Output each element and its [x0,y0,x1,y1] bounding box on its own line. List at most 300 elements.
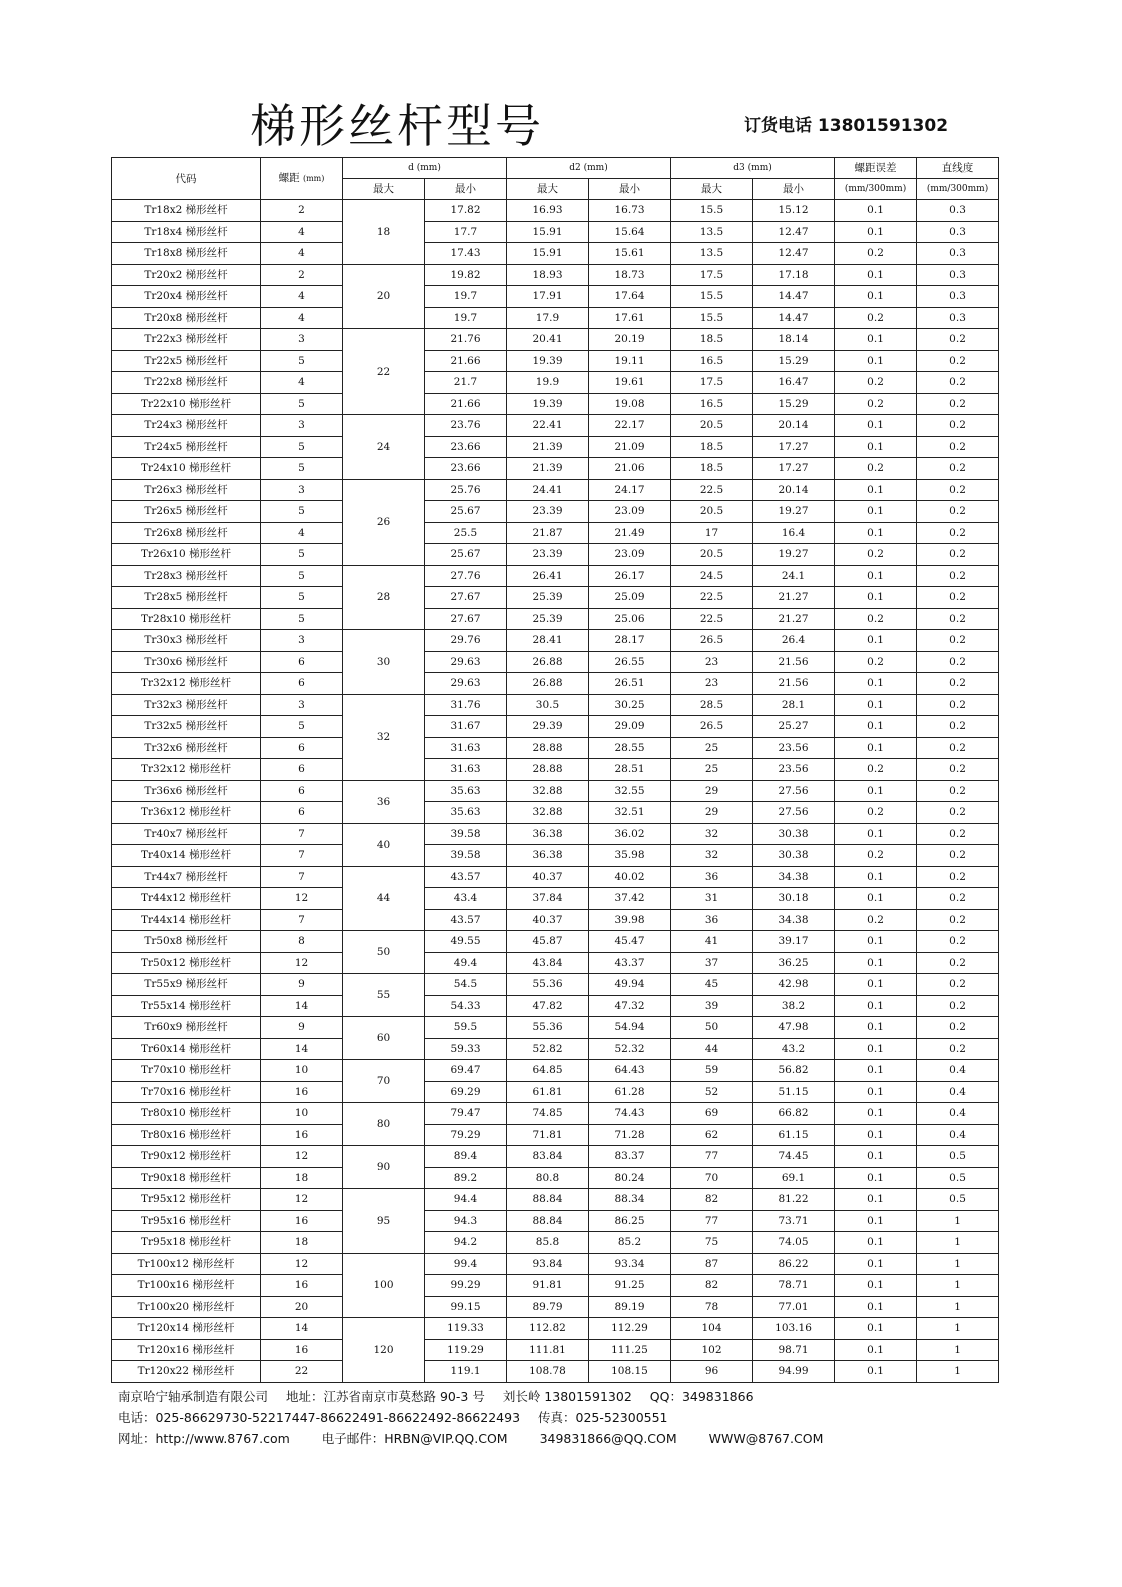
footer-fax: 传真：025-52300551 [538,1410,668,1425]
cell-pitch: 7 [261,866,343,888]
cell-d2-min: 22.17 [589,415,671,437]
cell-d-max: 26 [343,479,425,565]
cell-d2-max: 36.38 [507,845,589,867]
cell-d2-min: 111.25 [589,1339,671,1361]
cell-pitch: 3 [261,329,343,351]
cell-code: Tr70x10 梯形丝杆 [112,1060,261,1082]
cell-code: Tr80x10 梯形丝杆 [112,1103,261,1125]
cell-d-min: 27.67 [425,587,507,609]
cell-pitch-error: 0.1 [835,1253,917,1275]
cell-d-max: 28 [343,565,425,630]
cell-d-max: 55 [343,974,425,1017]
cell-d3-max: 26.5 [671,716,753,738]
table-header [112,158,999,200]
cell-pitch-error: 0.2 [835,372,917,394]
cell-pitch: 18 [261,1167,343,1189]
cell-straightness: 0.2 [917,802,999,824]
footer [118,1386,1018,1449]
table-row [112,716,999,738]
cell-straightness: 0.2 [917,651,999,673]
cell-d3-min: 28.1 [753,694,835,716]
cell-d2-max: 26.88 [507,651,589,673]
cell-d2-min: 80.24 [589,1167,671,1189]
cell-straightness: 1 [917,1275,999,1297]
cell-d-min: 54.5 [425,974,507,996]
cell-code: Tr20x8 梯形丝杆 [112,307,261,329]
cell-d3-min: 17.27 [753,436,835,458]
table-row [112,974,999,996]
cell-code: Tr18x8 梯形丝杆 [112,243,261,265]
cell-d-max: 44 [343,866,425,931]
header-pitch-error-unit: (mm/300mm) [835,179,917,200]
cell-pitch: 5 [261,350,343,372]
cell-d-min: 27.67 [425,608,507,630]
cell-pitch-error: 0.1 [835,1124,917,1146]
cell-d3-max: 25 [671,737,753,759]
cell-d-max: 18 [343,200,425,265]
cell-pitch-error: 0.1 [835,974,917,996]
cell-pitch: 6 [261,780,343,802]
cell-pitch: 6 [261,802,343,824]
cell-d3-min: 15.29 [753,350,835,372]
cell-pitch-error: 0.1 [835,479,917,501]
cell-d-min: 29.63 [425,651,507,673]
cell-d-min: 89.4 [425,1146,507,1168]
cell-d3-min: 42.98 [753,974,835,996]
cell-pitch-error: 0.2 [835,651,917,673]
cell-d-min: 119.29 [425,1339,507,1361]
table-row [112,630,999,652]
cell-code: Tr95x18 梯形丝杆 [112,1232,261,1254]
cell-pitch-error: 0.1 [835,673,917,695]
cell-d-min: 43.4 [425,888,507,910]
table-body [112,200,999,1383]
cell-d3-min: 69.1 [753,1167,835,1189]
cell-pitch-error: 0.1 [835,823,917,845]
cell-d-min: 99.15 [425,1296,507,1318]
cell-straightness: 0.2 [917,587,999,609]
cell-code: Tr60x9 梯形丝杆 [112,1017,261,1039]
cell-d2-min: 71.28 [589,1124,671,1146]
cell-d2-min: 15.64 [589,221,671,243]
cell-pitch-error: 0.1 [835,1167,917,1189]
cell-pitch-error: 0.1 [835,587,917,609]
cell-d2-min: 24.17 [589,479,671,501]
cell-d-min: 35.63 [425,780,507,802]
cell-d-min: 94.4 [425,1189,507,1211]
cell-d3-max: 96 [671,1361,753,1383]
cell-d3-min: 27.56 [753,802,835,824]
table-row [112,1361,999,1383]
cell-d3-max: 20.5 [671,544,753,566]
cell-d2-max: 83.84 [507,1146,589,1168]
cell-d2-max: 52.82 [507,1038,589,1060]
cell-d3-max: 20.5 [671,501,753,523]
cell-code: Tr26x8 梯形丝杆 [112,522,261,544]
table-row [112,372,999,394]
cell-d-min: 79.29 [425,1124,507,1146]
cell-pitch: 3 [261,415,343,437]
cell-pitch-error: 0.1 [835,1038,917,1060]
cell-pitch-error: 0.1 [835,522,917,544]
cell-pitch: 12 [261,952,343,974]
cell-d3-min: 39.17 [753,931,835,953]
footer-company: 南京哈宁轴承制造有限公司 [118,1389,269,1404]
cell-d2-min: 29.09 [589,716,671,738]
cell-d-min: 43.57 [425,866,507,888]
cell-d3-max: 36 [671,866,753,888]
cell-d-max: 36 [343,780,425,823]
cell-d-min: 17.82 [425,200,507,222]
cell-pitch: 16 [261,1081,343,1103]
cell-pitch: 10 [261,1060,343,1082]
cell-pitch: 2 [261,200,343,222]
table-row [112,587,999,609]
header-straightness-unit: (mm/300mm) [917,179,999,200]
cell-d2-max: 64.85 [507,1060,589,1082]
cell-d3-max: 44 [671,1038,753,1060]
cell-pitch-error: 0.1 [835,1339,917,1361]
cell-pitch: 18 [261,1232,343,1254]
cell-code: Tr30x6 梯形丝杆 [112,651,261,673]
cell-straightness: 1 [917,1296,999,1318]
cell-straightness: 0.2 [917,544,999,566]
cell-d-max: 30 [343,630,425,695]
header-pitch-label: 螺距 [278,172,300,184]
cell-d3-max: 18.5 [671,436,753,458]
cell-d3-min: 98.71 [753,1339,835,1361]
header-d-min: 最小 [425,179,507,200]
cell-d-max: 70 [343,1060,425,1103]
cell-d2-max: 40.37 [507,909,589,931]
cell-straightness: 0.3 [917,200,999,222]
cell-d2-min: 19.11 [589,350,671,372]
cell-d3-min: 24.1 [753,565,835,587]
table-row [112,393,999,415]
cell-pitch: 7 [261,823,343,845]
cell-straightness: 0.4 [917,1124,999,1146]
footer-email-2: 349831866@QQ.COM [539,1431,677,1446]
cell-d3-max: 18.5 [671,329,753,351]
cell-straightness: 0.4 [917,1103,999,1125]
cell-d2-min: 112.29 [589,1318,671,1340]
cell-straightness: 0.4 [917,1060,999,1082]
cell-d-min: 31.76 [425,694,507,716]
cell-d-min: 39.58 [425,845,507,867]
cell-d2-min: 54.94 [589,1017,671,1039]
table-row [112,888,999,910]
cell-d3-min: 18.14 [753,329,835,351]
cell-d3-max: 17.5 [671,372,753,394]
cell-pitch-error: 0.1 [835,565,917,587]
table-row [112,1232,999,1254]
cell-d2-max: 40.37 [507,866,589,888]
cell-d-max: 50 [343,931,425,974]
cell-d-min: 29.63 [425,673,507,695]
cell-pitch: 9 [261,974,343,996]
cell-d2-min: 25.09 [589,587,671,609]
cell-pitch-error: 0.1 [835,1081,917,1103]
cell-pitch-error: 0.2 [835,458,917,480]
cell-d3-min: 15.29 [753,393,835,415]
cell-d-min: 23.66 [425,458,507,480]
cell-d-min: 43.57 [425,909,507,931]
footer-address: 地址：江苏省南京市莫愁路 90-3 号 [286,1389,485,1404]
cell-d3-max: 32 [671,845,753,867]
table-row [112,909,999,931]
cell-straightness: 0.2 [917,716,999,738]
cell-d2-min: 86.25 [589,1210,671,1232]
cell-straightness: 0.2 [917,415,999,437]
cell-pitch: 4 [261,522,343,544]
cell-code: Tr26x3 梯形丝杆 [112,479,261,501]
cell-d3-max: 15.5 [671,200,753,222]
cell-pitch-error: 0.2 [835,759,917,781]
cell-d-min: 39.58 [425,823,507,845]
cell-d3-max: 39 [671,995,753,1017]
cell-pitch-error: 0.1 [835,780,917,802]
cell-d3-min: 15.12 [753,200,835,222]
cell-straightness: 0.2 [917,522,999,544]
cell-d2-min: 26.51 [589,673,671,695]
cell-d3-min: 26.4 [753,630,835,652]
cell-d3-max: 16.5 [671,350,753,372]
cell-code: Tr36x6 梯形丝杆 [112,780,261,802]
cell-d3-min: 74.45 [753,1146,835,1168]
cell-d3-min: 21.56 [753,651,835,673]
cell-straightness: 0.3 [917,307,999,329]
table-row [112,651,999,673]
cell-pitch-error: 0.1 [835,931,917,953]
cell-pitch-error: 0.1 [835,1210,917,1232]
cell-d3-min: 21.27 [753,608,835,630]
cell-d-max: 24 [343,415,425,480]
cell-d3-max: 13.5 [671,221,753,243]
cell-d2-min: 18.73 [589,264,671,286]
cell-code: Tr24x3 梯形丝杆 [112,415,261,437]
cell-d2-min: 64.43 [589,1060,671,1082]
cell-pitch: 6 [261,737,343,759]
cell-pitch-error: 0.1 [835,737,917,759]
cell-d2-max: 18.93 [507,264,589,286]
table-row [112,1060,999,1082]
cell-d2-min: 36.02 [589,823,671,845]
header-pitch [261,158,343,200]
cell-pitch: 5 [261,436,343,458]
cell-d2-min: 35.98 [589,845,671,867]
cell-code: Tr55x9 梯形丝杆 [112,974,261,996]
cell-straightness: 0.5 [917,1167,999,1189]
cell-pitch: 8 [261,931,343,953]
footer-line-2 [118,1407,1018,1428]
cell-pitch: 14 [261,1038,343,1060]
table-row [112,1167,999,1189]
table-row [112,1339,999,1361]
cell-d-min: 89.2 [425,1167,507,1189]
cell-d-min: 21.7 [425,372,507,394]
cell-d-min: 99.29 [425,1275,507,1297]
cell-pitch-error: 0.1 [835,1017,917,1039]
cell-d2-min: 85.2 [589,1232,671,1254]
cell-d-min: 25.5 [425,522,507,544]
table-row [112,436,999,458]
cell-d3-min: 36.25 [753,952,835,974]
cell-straightness: 0.2 [917,630,999,652]
table-row [112,221,999,243]
cell-d2-max: 26.41 [507,565,589,587]
cell-d2-min: 108.15 [589,1361,671,1383]
cell-d2-min: 40.02 [589,866,671,888]
cell-straightness: 0.2 [917,329,999,351]
cell-d3-max: 22.5 [671,608,753,630]
table-row [112,1017,999,1039]
cell-d3-min: 43.2 [753,1038,835,1060]
cell-d2-max: 21.87 [507,522,589,544]
cell-d2-min: 28.55 [589,737,671,759]
cell-d3-min: 23.56 [753,759,835,781]
table-row [112,1146,999,1168]
table-row [112,200,999,222]
cell-d2-max: 61.81 [507,1081,589,1103]
cell-d2-min: 88.34 [589,1189,671,1211]
header-d3-min: 最小 [753,179,835,200]
cell-d2-min: 61.28 [589,1081,671,1103]
cell-d3-max: 23 [671,651,753,673]
cell-pitch-error: 0.2 [835,393,917,415]
cell-pitch-error: 0.2 [835,845,917,867]
cell-d-min: 59.33 [425,1038,507,1060]
cell-pitch: 16 [261,1124,343,1146]
cell-pitch-error: 0.2 [835,243,917,265]
cell-pitch: 2 [261,264,343,286]
cell-d-max: 20 [343,264,425,329]
cell-d2-max: 19.39 [507,393,589,415]
cell-code: Tr44x12 梯形丝杆 [112,888,261,910]
cell-code: Tr28x10 梯形丝杆 [112,608,261,630]
header-d3: d3 (mm) [671,158,835,179]
table-row [112,501,999,523]
cell-d-min: 21.66 [425,393,507,415]
cell-d3-max: 45 [671,974,753,996]
cell-d3-max: 26.5 [671,630,753,652]
cell-d2-min: 47.32 [589,995,671,1017]
table-row [112,350,999,372]
cell-d2-max: 55.36 [507,974,589,996]
cell-d3-max: 77 [671,1146,753,1168]
cell-code: Tr22x8 梯形丝杆 [112,372,261,394]
cell-code: Tr32x12 梯形丝杆 [112,759,261,781]
cell-d2-max: 85.8 [507,1232,589,1254]
footer-website: 网址：http://www.8767.com [118,1431,290,1446]
cell-d-min: 69.47 [425,1060,507,1082]
cell-d2-min: 19.61 [589,372,671,394]
table-row [112,1275,999,1297]
cell-d3-max: 17 [671,522,753,544]
cell-d2-min: 20.19 [589,329,671,351]
cell-d2-max: 93.84 [507,1253,589,1275]
table-row [112,1296,999,1318]
cell-d3-min: 103.16 [753,1318,835,1340]
cell-d2-min: 23.09 [589,544,671,566]
cell-d2-min: 26.55 [589,651,671,673]
cell-d2-max: 23.39 [507,544,589,566]
cell-d2-min: 74.43 [589,1103,671,1125]
cell-d3-min: 73.71 [753,1210,835,1232]
cell-d2-max: 91.81 [507,1275,589,1297]
cell-code: Tr40x7 梯形丝杆 [112,823,261,845]
table-row [112,866,999,888]
cell-d2-max: 28.88 [507,737,589,759]
cell-code: Tr95x12 梯形丝杆 [112,1189,261,1211]
cell-pitch: 4 [261,307,343,329]
cell-pitch: 5 [261,608,343,630]
cell-d-min: 49.55 [425,931,507,953]
footer-contact: 刘长岭 13801591302 [502,1389,632,1404]
cell-straightness: 0.2 [917,823,999,845]
cell-pitch: 16 [261,1210,343,1232]
cell-straightness: 0.2 [917,350,999,372]
cell-d3-min: 30.38 [753,845,835,867]
cell-d-min: 25.67 [425,501,507,523]
cell-d3-min: 12.47 [753,243,835,265]
cell-straightness: 0.3 [917,286,999,308]
cell-code: Tr30x3 梯形丝杆 [112,630,261,652]
cell-pitch-error: 0.1 [835,329,917,351]
cell-d3-max: 104 [671,1318,753,1340]
cell-code: Tr50x8 梯形丝杆 [112,931,261,953]
cell-pitch-error: 0.1 [835,630,917,652]
table-row [112,1189,999,1211]
cell-code: Tr60x14 梯形丝杆 [112,1038,261,1060]
cell-d2-min: 32.51 [589,802,671,824]
header-d: d (mm) [343,158,507,179]
cell-d-min: 19.82 [425,264,507,286]
header-pitch-unit: (mm) [302,174,325,183]
cell-d2-min: 93.34 [589,1253,671,1275]
table-row [112,845,999,867]
cell-d2-min: 37.42 [589,888,671,910]
cell-pitch-error: 0.1 [835,436,917,458]
cell-d2-max: 16.93 [507,200,589,222]
cell-d-min: 17.43 [425,243,507,265]
cell-d3-min: 21.27 [753,587,835,609]
cell-d3-max: 59 [671,1060,753,1082]
cell-straightness: 0.2 [917,952,999,974]
cell-pitch-error: 0.1 [835,866,917,888]
cell-d2-min: 21.09 [589,436,671,458]
cell-d3-max: 17.5 [671,264,753,286]
cell-d2-min: 21.06 [589,458,671,480]
cell-d2-min: 26.17 [589,565,671,587]
cell-code: Tr70x16 梯形丝杆 [112,1081,261,1103]
cell-d3-max: 29 [671,802,753,824]
cell-d2-min: 30.25 [589,694,671,716]
cell-pitch-error: 0.1 [835,888,917,910]
cell-d2-max: 25.39 [507,587,589,609]
cell-code: Tr120x22 梯形丝杆 [112,1361,261,1383]
cell-straightness: 0.2 [917,673,999,695]
cell-d2-min: 52.32 [589,1038,671,1060]
cell-d2-max: 88.84 [507,1210,589,1232]
cell-pitch-error: 0.1 [835,1189,917,1211]
cell-d3-min: 17.27 [753,458,835,480]
cell-d2-max: 28.88 [507,759,589,781]
footer-email: 电子邮件：HRBN@VIP.QQ.COM [321,1431,508,1446]
cell-d2-min: 91.25 [589,1275,671,1297]
cell-d3-max: 22.5 [671,587,753,609]
cell-d3-min: 25.27 [753,716,835,738]
cell-code: Tr32x5 梯形丝杆 [112,716,261,738]
